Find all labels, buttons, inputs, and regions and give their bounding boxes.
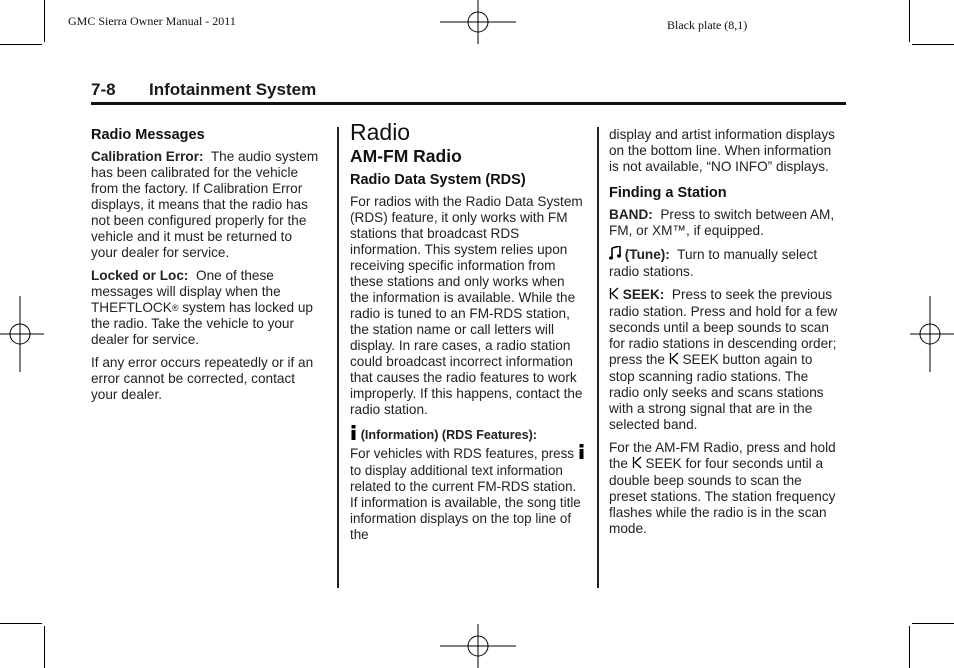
- column-2: [350, 119, 585, 550]
- crop-mark: [0, 623, 42, 624]
- crop-mark: [912, 44, 954, 45]
- column-1: [91, 127, 319, 410]
- locked-label: Locked or Loc:: [91, 268, 189, 283]
- continued-paragraph: display and artist information displays on the bottom line. When information is not available, “NO INFO” displays.: [609, 127, 835, 174]
- crop-mark: [44, 626, 45, 668]
- crop-mark: [912, 623, 954, 624]
- seek-back-icon: [632, 456, 642, 473]
- seek-text-a: Press to seek the previous radio station. Press and hold for a few seconds until a beep sounds to scan for radio stations in descending order; press the: [609, 287, 838, 367]
- finding-station-heading: Finding a Station: [609, 185, 727, 201]
- crop-mark: [909, 626, 910, 668]
- calibration-error-paragraph: [91, 149, 319, 261]
- radio-title: Radio: [350, 119, 411, 145]
- registration-mark-bottom: [440, 624, 516, 668]
- info-label: (Information) (RDS Features):: [360, 428, 538, 442]
- section-header: [91, 80, 846, 104]
- section-rule: [91, 102, 846, 105]
- crop-mark: [0, 44, 42, 45]
- locked-text-b: system has locked up the radio. Take the vehicle to your dealer for service.: [91, 300, 313, 347]
- info-text-b: to display additional text information related to the current FM-RDS station. If information is available, the song title information displays on the top line of the: [350, 463, 581, 542]
- manual-title: GMC Sierra Owner Manual - 2011: [68, 14, 236, 28]
- band-paragraph: [609, 207, 841, 239]
- tune-text: Turn to manually select radio stations.: [609, 247, 818, 279]
- locked-paragraph: [91, 268, 319, 348]
- seek-text-b: SEEK button again to stop scanning radio stations. The radio only seeks and scans stations with a strong signal that are in the selected band.: [609, 352, 824, 432]
- info-icon: [350, 425, 357, 444]
- seek-paragraph: [609, 287, 841, 433]
- seek-label: SEEK:: [622, 287, 665, 302]
- am-fm-radio-subtitle: AM-FM Radio: [350, 146, 462, 166]
- locked-text-a: One of these messages will display when the THEFTLOCK: [91, 268, 281, 315]
- column-3: [609, 127, 841, 544]
- scan-text-a: For the AM-FM Radio, press and hold the: [609, 440, 836, 471]
- band-text: Press to switch between AM, FM, or XM™, if equipped.: [609, 207, 835, 238]
- section-number: 7-8: [91, 80, 116, 99]
- section-title: Infotainment System: [149, 80, 317, 99]
- rds-heading: Radio Data System (RDS): [350, 172, 526, 188]
- crop-mark: [44, 0, 45, 42]
- info-paragraph: [350, 425, 585, 543]
- rds-paragraph: For radios with the Radio Data System (RDS) feature, it only works with FM stations that broadcast RDS information. This system relies upon receiving specific information from these stations and only works when the information is available. While the radio is tuned to an FM-RDS station, the station name or call letters will display. In rare cases, a radio station could broadcast incorrect information that causes the radio features to work improperly. If this happens, contact the radio station.: [350, 194, 583, 417]
- column-divider: [337, 127, 339, 588]
- tune-paragraph: [609, 246, 841, 280]
- calibration-error-label: Calibration Error:: [91, 149, 204, 164]
- error-paragraph: If any error occurs repeatedly or if an error cannot be corrected, contact your dealer.: [91, 355, 314, 402]
- registered-mark: ®: [171, 303, 179, 313]
- plate-label: Black plate (8,1): [667, 18, 748, 32]
- seek-back-icon: [669, 352, 679, 369]
- calibration-error-text: The audio system has been calibrated for the vehicle from the factory. If Calibration Error displays, it means that the radio has not been configured properly for the vehicle and it must be returned to your dealer for service.: [91, 149, 319, 260]
- music-note-icon: [609, 246, 621, 264]
- band-label: BAND:: [609, 207, 653, 222]
- seek-back-icon: [609, 287, 619, 304]
- info-icon: [578, 444, 585, 463]
- radio-messages-heading: Radio Messages: [91, 127, 205, 143]
- tune-label: (Tune):: [624, 247, 670, 262]
- scan-text-b: SEEK for four seconds until a double beep sounds to scan the preset stations. The station frequency flashes while the radio is in the scan mode.: [609, 456, 836, 536]
- info-text-a: For vehicles with RDS features, press: [350, 446, 574, 461]
- scan-paragraph: [609, 440, 841, 537]
- crop-mark: [909, 0, 910, 42]
- registration-mark-right: [910, 296, 954, 372]
- registration-mark-left: [0, 296, 44, 372]
- registration-mark-top: [440, 0, 516, 44]
- column-divider: [597, 127, 599, 588]
